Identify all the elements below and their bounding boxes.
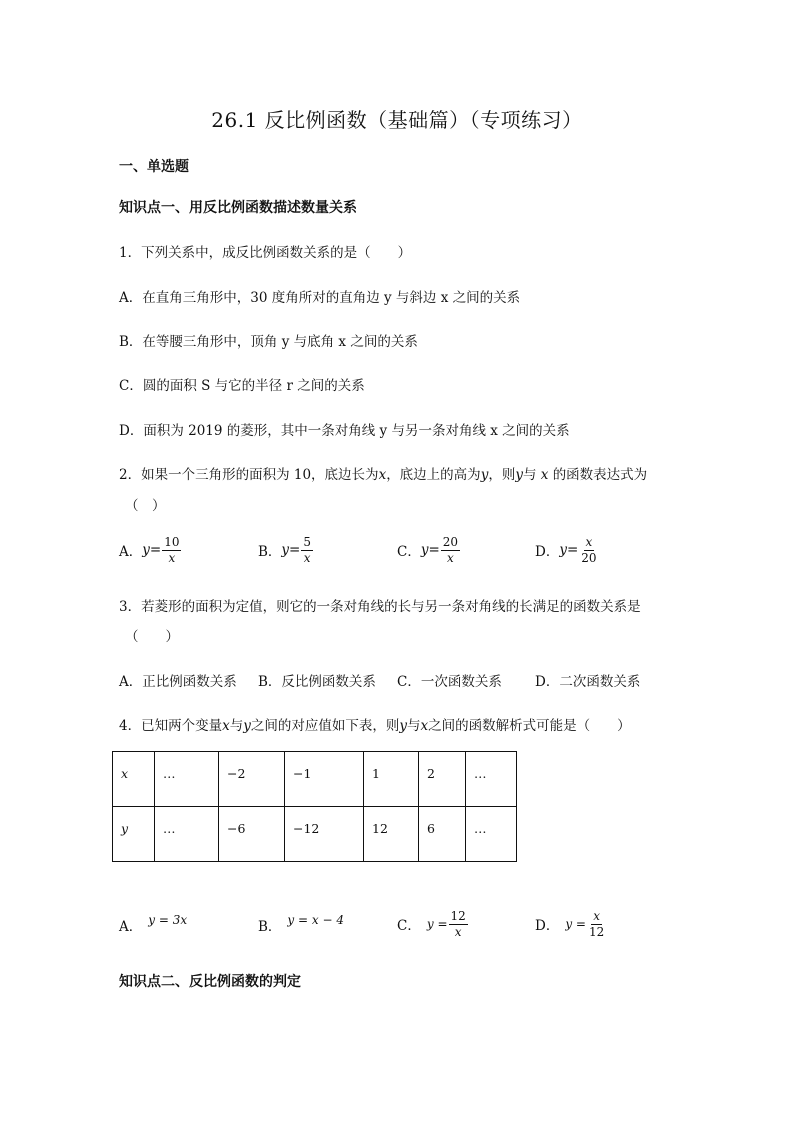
q4-option-a: A． y = 3x (119, 913, 188, 935)
table-cell: 6 (419, 807, 466, 862)
q3-option-c: C．一次函数关系 (397, 674, 502, 690)
table-cell: −12 (285, 807, 364, 862)
table-cell: y (113, 807, 155, 862)
q2-paren: （ ） (125, 498, 166, 514)
table-cell: … (466, 752, 517, 807)
q3-paren: （ ） (125, 629, 179, 645)
page-title: 26.1 反比例函数（基础篇）（专项练习） (211, 108, 583, 132)
q2-stem: 2．如果一个三角形的面积为 10，底边长为x，底边上的高为y，则y与 x 的函数表达式为 (119, 467, 648, 483)
table-cell: … (155, 752, 219, 807)
q1-option-d: D．面积为 2019 的菱形，其中一条对角线 y 与另一条对角线 x 之间的关系 (119, 423, 570, 439)
table-row-x (113, 752, 517, 807)
q4-stem: 4．已知两个变量x与y之间的对应值如下表，则y与x之间的函数解析式可能是（ ） (119, 718, 631, 734)
table-cell: x (113, 752, 155, 807)
q1-stem: 1．下列关系中，成反比例函数关系的是（ ） (119, 245, 412, 261)
q1-option-b: B．在等腰三角形中，顶角 y 与底角 x 之间的关系 (119, 334, 418, 350)
table-cell: 2 (419, 752, 466, 807)
q3-option-a: A．正比例函数关系 (119, 674, 237, 690)
table-cell: 12 (364, 807, 419, 862)
q4-option-c: C． y = $\frac{12}{x}$ (397, 909, 466, 939)
section-heading: 一、单选题 (119, 159, 189, 175)
q2-option-d: D． y= $\frac{x}{20}$ (535, 535, 597, 565)
q2-option-c: C． y= $\frac{20}{x}$ (397, 535, 459, 565)
table-cell: −2 (219, 752, 285, 807)
q2-option-b: B． y= $\frac{5}{x}$ (258, 535, 312, 565)
q1-option-a: A．在直角三角形中，30 度角所对的直角边 y 与斜边 x 之间的关系 (119, 290, 521, 306)
value-table (112, 751, 517, 862)
q4-option-b: B． y = x − 4 (258, 913, 344, 935)
knowledge-point-1: 知识点一、用反比例函数描述数量关系 (119, 200, 357, 216)
q2-option-a: A． y= $\frac{10}{x}$ (119, 535, 180, 565)
q1-option-c: C．圆的面积 S 与它的半径 r 之间的关系 (119, 378, 365, 394)
table-cell: … (155, 807, 219, 862)
table-cell: … (466, 807, 517, 862)
table-cell: −1 (285, 752, 364, 807)
knowledge-point-2: 知识点二、反比例函数的判定 (119, 974, 301, 990)
table-row-y (113, 807, 517, 862)
q3-option-d: D．二次函数关系 (535, 674, 641, 690)
q4-option-d: D． y = $\frac{x}{12}$ (535, 909, 605, 939)
table-cell: 1 (364, 752, 419, 807)
q3-option-b: B．反比例函数关系 (258, 674, 376, 690)
table-cell: −6 (219, 807, 285, 862)
q3-stem: 3．若菱形的面积为定值，则它的一条对角线的长与另一条对角线的长满足的函数关系是 (119, 599, 641, 615)
